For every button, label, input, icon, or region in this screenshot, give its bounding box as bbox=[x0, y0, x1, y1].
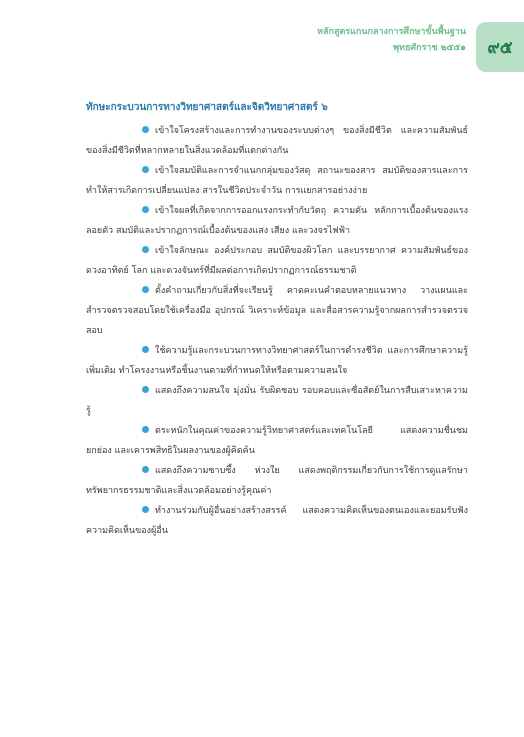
list-item-text: ตระหนักในคุณค่าของความรู้วิทยาศาสตร์และเทคโนโลยี แสดงความชื่นชม ยกย่อง และเคารพสิทธิในผลงานของผู้คิดค้น bbox=[86, 426, 468, 456]
bullet-icon bbox=[142, 206, 149, 213]
bullet-icon bbox=[142, 246, 149, 253]
list-item bbox=[86, 201, 468, 241]
list-item-text: ใช้ความรู้และกระบวนการทางวิทยาศาสตร์ในการดำรงชีวิต และการศึกษาความรู้เพิ่มเติม ทำโครงงานหรือชิ้นงานตามที่กำหนดให้หรือตามความสนใจ bbox=[86, 346, 468, 376]
bullet-icon bbox=[142, 506, 149, 513]
bullet-icon bbox=[142, 166, 149, 173]
bullet-list bbox=[86, 121, 468, 541]
bullet-icon bbox=[142, 426, 149, 433]
bullet-icon bbox=[142, 126, 149, 133]
header-title: หลักสูตรแกนกลางการศึกษาขั้นพื้นฐาน bbox=[317, 27, 466, 37]
header-subtitle: พุทธศักราช ๒๕๕๑ bbox=[393, 43, 466, 53]
bullet-icon bbox=[142, 286, 149, 293]
bullet-icon bbox=[142, 386, 149, 393]
list-item bbox=[86, 281, 468, 341]
bullet-icon bbox=[142, 466, 149, 473]
list-item bbox=[86, 461, 468, 501]
list-item-text: เข้าใจผลที่เกิดจากการออกแรงกระทำกับวัตถุ ความดัน หลักการเบื้องต้นของแรงลอยตัว สมบัติและปรากฏการณ์เบื้องต้นของแสง เสียง และวงจรไฟฟ้า bbox=[86, 206, 468, 236]
list-item bbox=[86, 501, 468, 541]
list-item-text: ตั้งคำถามเกี่ยวกับสิ่งที่จะเรียนรู้ คาดคะเนคำตอบหลายแนวทาง วางแผนและสำรวจตรวจสอบโดยใช้เครื่องมือ อุปกรณ์ วิเคราะห์ข้อมูล และสื่อสารความรู้จากผลการสำรวจตรวจสอบ bbox=[86, 286, 468, 336]
list-item bbox=[86, 381, 468, 421]
list-item-text: แสดงถึงความซาบซึ้ง ห่วงใย แสดงพฤติกรรมเกี่ยวกับการใช้การดูแลรักษาทรัพยากรธรรมชาติและสิ่งแวดล้อมอย่างรู้คุณค่า bbox=[86, 466, 468, 496]
list-item-text: เข้าใจลักษณะ องค์ประกอบ สมบัติของผิวโลก และบรรยากาศ ความสัมพันธ์ของดวงอาทิตย์ โลก และดวงจันทร์ที่มีผลต่อการเกิดปรากฏการณ์ธรรมชาติ bbox=[86, 246, 468, 276]
list-item-text: เข้าใจสมบัติและการจำแนกกลุ่มของวัสดุ สถานะของสาร สมบัติของสารและการทำให้สารเกิดการเปลี่ยนแปลง สารในชีวิตประจำวัน การแยกสารอย่างง่าย bbox=[86, 166, 468, 196]
list-item-text: แสดงถึงความสนใจ มุ่งมั่น รับผิดชอบ รอบคอบและซื่อสัตย์ในการสืบเสาะหาความรู้ bbox=[86, 386, 468, 416]
list-item bbox=[86, 241, 468, 281]
list-item bbox=[86, 121, 468, 161]
page-number: ๙๕ bbox=[487, 37, 513, 58]
list-item-text: ทำงานร่วมกับผู้อื่นอย่างสร้างสรรค์ แสดงความคิดเห็นของตนเองและยอมรับฟังความคิดเห็นของผู้อื่น bbox=[86, 506, 468, 536]
list-item bbox=[86, 161, 468, 201]
page-number-tab bbox=[476, 22, 524, 72]
list-item bbox=[86, 421, 468, 461]
list-item-text: เข้าใจโครงสร้างและการทำงานของระบบต่างๆ ของสิ่งมีชีวิต และความสัมพันธ์ของสิ่งมีชีวิตที่หลากหลายในสิ่งแวดล้อมที่แตกต่างกัน bbox=[86, 126, 468, 156]
section-heading: ทักษะกระบวนการทางวิทยาศาสตร์และจิตวิทยาศาสตร์ ๖ bbox=[86, 102, 328, 113]
list-item bbox=[86, 341, 468, 381]
running-header bbox=[317, 26, 466, 55]
bullet-icon bbox=[142, 346, 149, 353]
